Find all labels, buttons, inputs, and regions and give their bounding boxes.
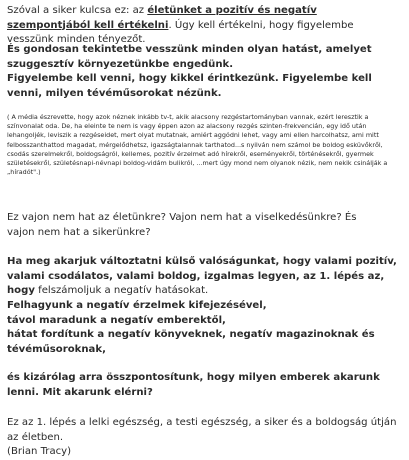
action-list bbox=[7, 299, 387, 357]
key-phrase-link[interactable]: életünket a pozitív és negatív szempontjából kell értékelni bbox=[7, 5, 317, 31]
media-note: ( A média észrevette, hogy azok néznek inkább tv-t, akik alacsony rezgéstartományban vannak, ezért leresztik a színvonalat oda. De, ha eleinte te nem is vagy éppen azon az alacsony rezgés szinten-frekvencián, egy idő után lehangoljék, leviszik a rezgéseidet, mert olyat mutatnak, amiért aggódni lehet, vagy ami ellen harcolhatsz, ami mitt felbosszanthattod magadat, mérgelődhetsz, igazságtalannak tarthatod...s nyilván nem számol be boldog esküvőkről, csodás szerelmekről, boldogságról, kellemes, pozitív érzelmet adó hírekről, eseményekről, történésekről, gyermek születésekről, születésnapi-névnapi boldog-vidám bulikról, ...mert úgy mond nem olyanok nézik, nem nekik csinálják a „híradót".) bbox=[7, 113, 388, 177]
focus-paragraph: és kizárólag arra összpontosítunk, hogy milyen emberek akarunk lenni. Mit akarunk elérni? bbox=[7, 372, 380, 398]
closing-text: Ez az 1. lépés a lelki egészség, a testi egészség, a siker és a boldogság útján az életben. bbox=[7, 417, 397, 443]
influence-paragraph: És gondosan tekintetbe vesszünk minden olyan hatást, amelyet szuggesztív környezetünkbe engedünk. bbox=[7, 44, 372, 70]
consider-paragraph: Figyelembe kell venni, hogy kikkel érintkezünk. Figyelembe kell venni, milyen tévéműsorokat nézünk. bbox=[7, 73, 372, 99]
closing-paragraph bbox=[7, 416, 402, 460]
question-paragraph: Ez vajon nem hat az életünkre? Vajon nem hat a viselkedésünkre? És vajon nem hat a sikerünkre? bbox=[7, 212, 357, 238]
author-attribution: (Brian Tracy) bbox=[7, 446, 72, 457]
action-item-2: távol maradunk a negatív emberektől, bbox=[7, 314, 226, 326]
first-step-paragraph bbox=[7, 255, 397, 299]
intro-tail: . Úgy kell értékelni, hogy figyelembe vesszünk minden tényezőt. bbox=[7, 19, 354, 45]
first-step-tail: felszámoljuk a negatív hatásokat. bbox=[34, 285, 209, 296]
intro-paragraph bbox=[7, 4, 402, 48]
first-step-bold: Ha meg akarjuk változtatni külső valóságunkat, hogy valami pozitív, valami csodálatos, valami boldog, izgalmas legyen, az 1. lépés az, hogy bbox=[7, 256, 397, 296]
intro-lead: Szóval a siker kulcsa ez: az bbox=[7, 5, 148, 16]
action-item-3: hátat fordítunk a negatív könyveknek, negatív magazinoknak és tévéműsoroknak, bbox=[7, 329, 375, 355]
action-item-1: Felhagyunk a negatív érzelmek kifejezésével, bbox=[7, 300, 267, 311]
